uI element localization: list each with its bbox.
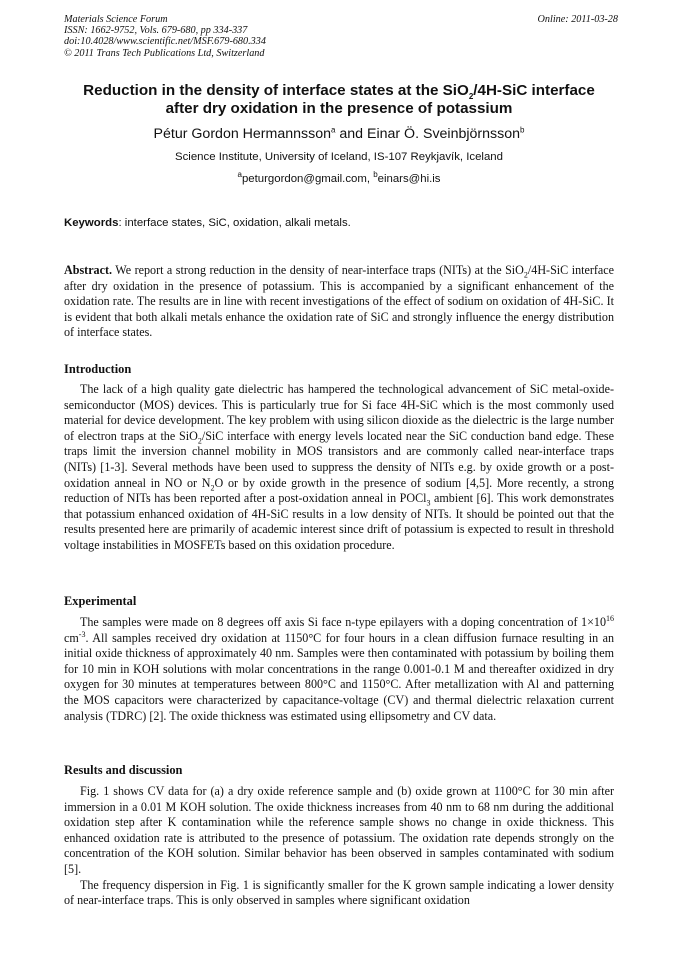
results-text — [64, 784, 614, 909]
keywords — [64, 216, 618, 230]
introduction-text: The lack of a high quality gate dielectric has hampered the technological advancement of SiC metal-oxide-semiconductor (MOS) devices. This is particularly true for Si face 4H-SiC which is the most commonly used material for device development. The key problem with using silicon dioxide as the dielectric is the large number of electron traps at the SiO$_2$/SiC interface with energy levels located near the SiC conduction band edge. These traps limit the inversion channel mobility in MOS transistors and are commonly called near-interface traps (NITs) [1-3]. Several methods have been used to suppress the density of NITs e.g. by oxide growth or a post-oxidation anneal in NO or $N_2O$ or by oxide growth in the presence of sodium [4,5]. More recently, a strong reduction of NITs has been reported after a post-oxidation anneal in POCl$_3$ ambient [6]. This work demonstrates that potassium enhanced oxidation of 4H-SiC results in a low density of NITs. It should be pointed out that the results presented here are primarily of academic interest since drift of potassium is expected to result in threshold voltage instabilities in MOSFETs based on this oxidation procedure. — [64, 382, 615, 552]
experimental-text: The samples were made on 8 degrees off axis Si face n-type epilayers with a doping concentration of $1\times 10^{16}$ $cm^{-3}$. All samples received dry oxidation at 1150°C for four hours in a clean diffusion furnace resulting in an initial oxide thickness of approximately 40 nm. Samples were then contaminated with potassium by boiling them for 10 min in KOH solutions with molar concentrations in the range 0.001-0.1 M and thereafter oxidized in dry oxygen for 30 minutes at temperatures between 800°C and 1150°C. After metallization with Al and patterning the MOS capacitors were characterized by capacitance-voltage (CV) and thermal dielectric relaxation current analysis (TDRC) [2]. The oxide thickness was estimated using ellipsometry and CV data. — [64, 613, 614, 723]
email-a[interactable]: peturgordon@gmail.com, — [241, 173, 374, 185]
heading-results: Results and discussion — [64, 763, 183, 777]
abstract: Abstract. We report a strong reduction in the density of near-interface traps (NITs) at the SiO$_2$/4H-SiC interface after dry oxidation in the presence of potassium. This is accompanied by a significant enhancement of the oxidation rate. The results are in line with recent investigations of the effect of sodium on oxidation of 4H-SiC. It is evident that both alkali metals enhance the oxidation rate of SiC and strongly influence the energy distribution of interface states. — [64, 263, 614, 340]
author-2: Einar Ö. Sveinbjörnsson — [367, 126, 520, 142]
author-emails: $^a$peturgordon@gmail.com, $^b$einars@hi.is — [237, 170, 441, 185]
journal-copyright: © 2011 Trans Tech Publications Ltd, Switzerland — [64, 47, 265, 59]
journal-header — [64, 14, 618, 59]
keywords-label: Keywords — [64, 217, 119, 229]
author-1: Pétur Gordon Hermannsson — [153, 126, 331, 142]
keywords-text: : interface states, SiC, oxidation, alkali metals. — [118, 217, 351, 229]
online-date: Online: 2011-03-28 — [537, 14, 618, 25]
paper-title: Reduction in the density of interface states at the SiO$_2$/4H-SiC interface after dry oxidation in the presence of potassium — [83, 82, 595, 117]
abstract-label: Abstract. — [64, 263, 113, 277]
heading-introduction: Introduction — [64, 362, 132, 376]
heading-experimental: Experimental — [64, 594, 137, 608]
email-b[interactable]: einars@hi.is — [377, 173, 441, 185]
journal-issn: ISSN: 1662-9752, Vols. 679-680, pp 334-337 — [64, 25, 248, 37]
affiliation: Science Institute, University of Iceland, IS-107 Reykjavík, Iceland — [175, 151, 503, 163]
author-list: Pétur Gordon Hermannsson$^a$ and Einar Ö. Sveinbjörnsson$^b$ — [153, 125, 525, 142]
journal-doi: doi:10.4028/www.scientific.net/MSF.679-680.334 — [64, 36, 266, 48]
results-paragraph-1: Fig. 1 shows CV data for (a) a dry oxide reference sample and (b) oxide grown at 1100°C for 30 min after immersion in a 0.01 M KOH solution. The oxide thickness increases from 40 nm to 68 nm during the additional oxidation step after K contamination while the reference sample shows no change in oxide thickness. This enhanced oxidation rate is attributed to the presence of potassium. The oxidation rate depends strongly on the concentration of the KOH solution. Similar behavior has been observed in samples contaminated with sodium [5]. — [64, 784, 614, 876]
results-paragraph-2: The frequency dispersion in Fig. 1 is significantly smaller for the K grown sample indicating a lower density of near-interface traps. This is only observed in samples where significant oxidation — [64, 877, 614, 908]
journal-name: Materials Science Forum — [64, 14, 168, 25]
